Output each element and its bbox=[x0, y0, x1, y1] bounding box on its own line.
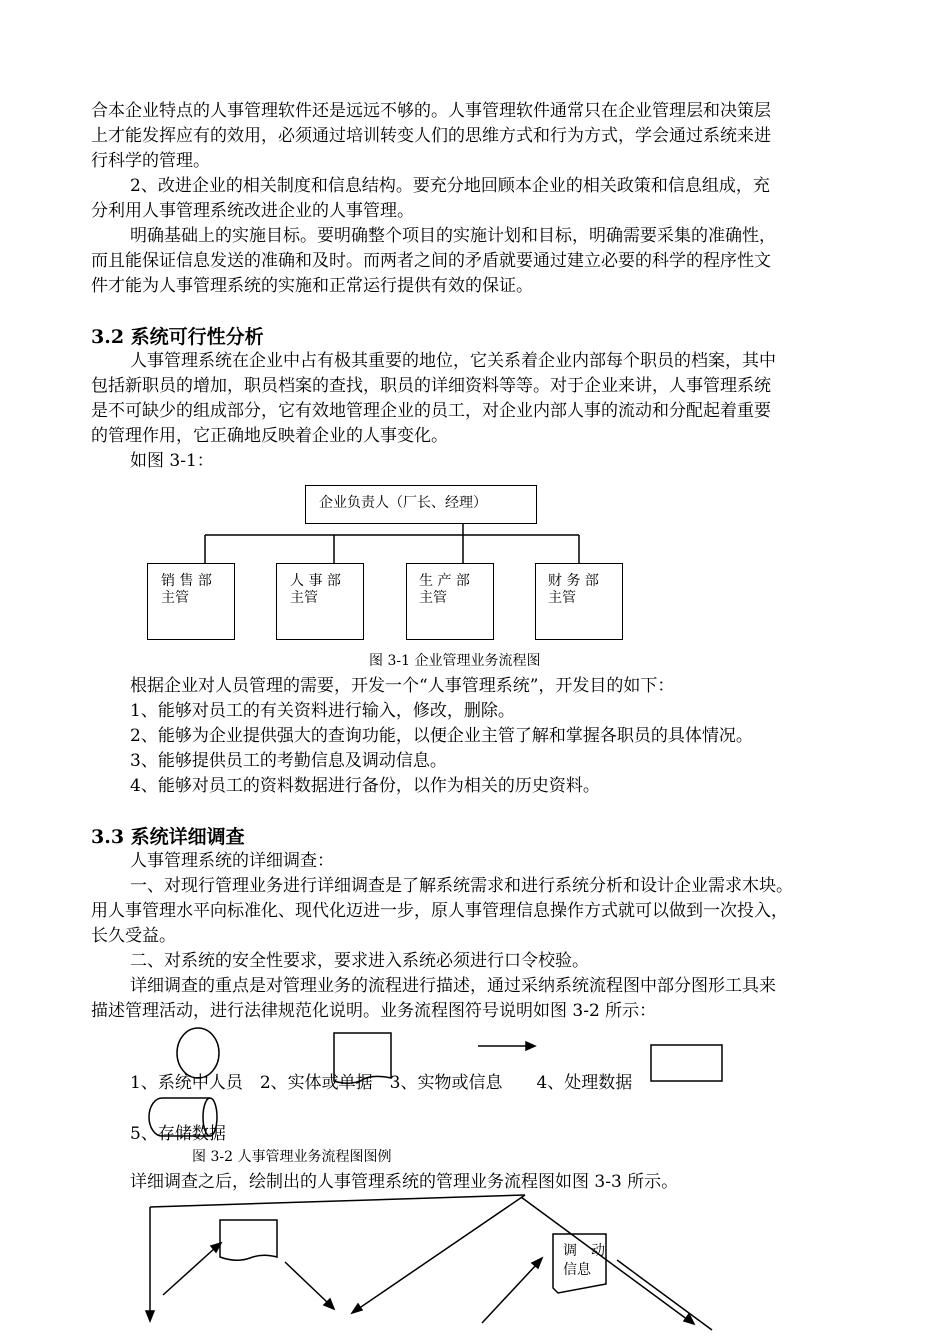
legend-row-1: 1、系统中人员 2、实体或单据 3、实物或信息 4、处理数据 bbox=[130, 1073, 633, 1093]
section-3-2-line-3: 是不可缺少的组成部分，它有效地管理企业的员工，对企业内部人事的流动和分配起着重要 bbox=[91, 401, 771, 421]
figure-3-2-caption: 图 3-2 人事管理业务流程图图例 bbox=[192, 1149, 392, 1165]
section-3-2-line-2: 包括新职员的增加，职员档案的查找，职员的详细资料等等。对于企业来讲，人事管理系统 bbox=[91, 376, 771, 396]
section-3-2-line-4: 的管理作用，它正确地反映着企业的人事变化。 bbox=[91, 426, 448, 446]
section-3-3-line-3: 用人事管理水平向标准化、现代化迈进一步，原人事管理信息操作方式就可以做到一次投入， bbox=[91, 901, 788, 921]
figure-3-1-caption: 图 3-1 企业管理业务流程图 bbox=[369, 653, 541, 669]
para1-line-1: 合本企业特点的人事管理软件还是远远不够的。人事管理软件通常只在企业管理层和决策层 bbox=[91, 101, 771, 121]
transfer-info-sublabel: 信息 bbox=[563, 1262, 591, 1278]
para1-line-3: 行科学的管理。 bbox=[91, 151, 210, 171]
org-dept-label: 人 事 部 bbox=[290, 573, 341, 589]
section-3-3-line-5: 二、对系统的安全性要求，要求进入系统必须进行口令校验。 bbox=[130, 951, 589, 971]
section-3-3-heading: 3.3 系统详细调查 bbox=[91, 826, 245, 848]
section-3-3-line-4: 长久受益。 bbox=[91, 926, 176, 946]
org-dept-label: 生 产 部 bbox=[419, 573, 470, 589]
org-dept-label: 财 务 部 bbox=[548, 573, 599, 589]
para2-line-1: 2、改进企业的相关制度和信息结构。要充分地回顾本企业的相关政策和信息组成，充 bbox=[130, 176, 770, 196]
para2-line-2: 分利用人事管理系统改进企业的人事管理。 bbox=[91, 201, 414, 221]
legend-row-2: 5、存储数据 bbox=[130, 1124, 226, 1144]
goal-item-1: 1、能够对员工的有关资料进行输入，修改，删除。 bbox=[130, 701, 515, 721]
org-dept-sublabel: 主管 bbox=[161, 590, 189, 606]
para1-line-2: 上才能发挥应有的效用，必须通过培训转变人们的思维方式和行为方式，学会通过系统来进 bbox=[91, 126, 771, 146]
goal-item-3: 3、能够提供员工的考勤信息及调动信息。 bbox=[130, 751, 447, 771]
para3-line-3: 件才能为人事管理系统的实施和正常运行提供有效的保证。 bbox=[91, 276, 533, 296]
org-dept-label: 销 售 部 bbox=[161, 573, 212, 589]
org-dept-sublabel: 主管 bbox=[290, 590, 318, 606]
section-3-3-line-2: 一、对现行管理业务进行详细调查是了解系统需求和进行系统分析和设计企业需求木块。 bbox=[130, 876, 793, 896]
figure-3-3-intro: 详细调查之后，绘制出的人事管理系统的管理业务流程图如图 3-3 所示。 bbox=[130, 1172, 679, 1192]
document-node-icon bbox=[220, 1220, 277, 1260]
transfer-info-label: 调 动 bbox=[563, 1243, 605, 1259]
para3-line-1: 明确基础上的实施目标。要明确整个项目的实施计划和目标，明确需要采集的准确性， bbox=[130, 226, 776, 246]
section-3-3-line-7: 描述管理活动，进行法律规范化说明。业务流程图符号说明如图 3-2 所示： bbox=[91, 1001, 657, 1021]
section-3-2-heading: 3.2 系统可行性分析 bbox=[91, 326, 264, 348]
section-3-3-line-1: 人事管理系统的详细调查： bbox=[130, 851, 334, 871]
org-dept-sublabel: 主管 bbox=[548, 590, 576, 606]
goal-item-4: 4、能够对员工的资料数据进行备份，以作为相关的历史资料。 bbox=[130, 776, 600, 796]
section-3-3-line-6: 详细调查的重点是对管理业务的流程进行描述，通过采纳系统流程图中部分图形工具来 bbox=[130, 976, 776, 996]
section-3-2-line-1: 人事管理系统在企业中占有极其重要的地位，它关系着企业内部每个职员的档案，其中 bbox=[130, 351, 776, 371]
org-dept-sublabel: 主管 bbox=[419, 590, 447, 606]
org-top-label: 企业负责人（厂长、经理） bbox=[319, 495, 487, 511]
para3-line-2: 而且能保证信息发送的准确和及时。而两者之间的矛盾就要通过建立必要的科学的程序性文 bbox=[91, 251, 771, 271]
goal-item-2: 2、能够为企业提供强大的查询功能，以便企业主管了解和掌握各职员的具体情况。 bbox=[130, 726, 753, 746]
goals-intro: 根据企业对人员管理的需要，开发一个“人事管理系统”，开发目的如下： bbox=[130, 676, 675, 696]
figure-3-1-reference: 如图 3-1： bbox=[130, 451, 214, 471]
